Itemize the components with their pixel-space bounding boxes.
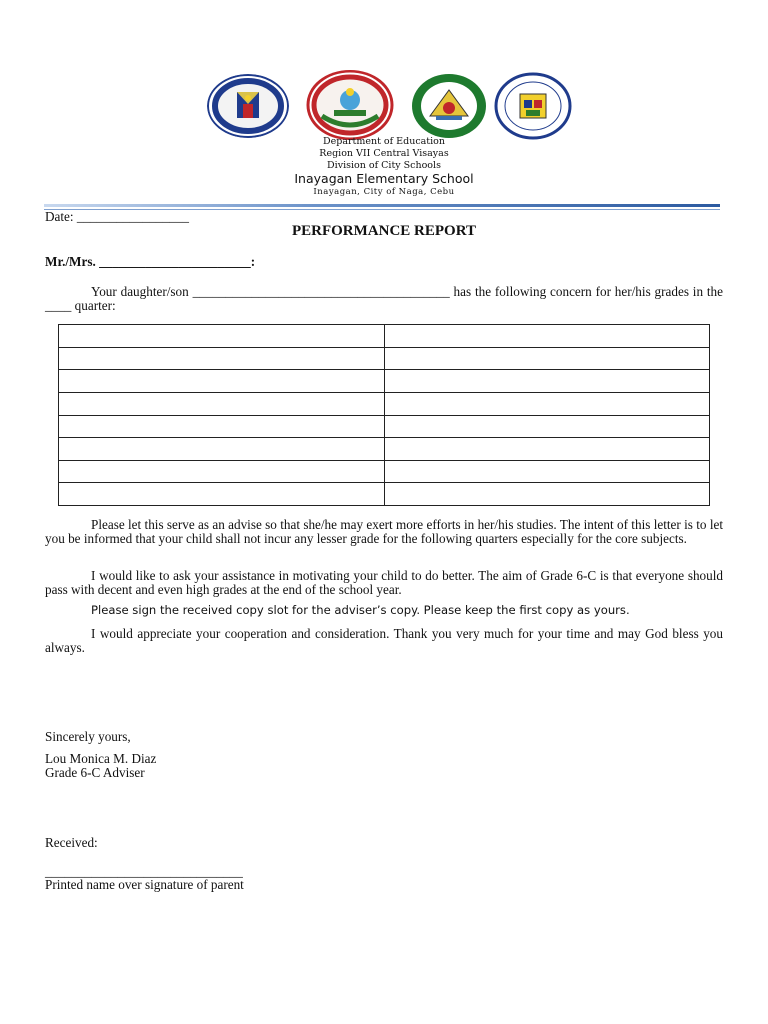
table-cell bbox=[59, 347, 385, 370]
received-label: Received: bbox=[45, 835, 98, 850]
grade-concern-table bbox=[58, 324, 710, 506]
table-row bbox=[59, 347, 710, 370]
table-row bbox=[59, 370, 710, 393]
table-row bbox=[59, 460, 710, 483]
signer-name: Lou Monica M. Diaz bbox=[45, 751, 157, 766]
division-name: Division of City Schools bbox=[327, 160, 441, 171]
paragraph-sign-text: Please sign the received copy slot for the adviser’s copy. Please keep the first copy as yours. bbox=[91, 603, 630, 617]
paragraph-assistance-text: I would like to ask your assistance in motivating your child to do better. The aim of Grade 6-C is that everyone should pass with decent and even high grades at the end of the school year. bbox=[45, 568, 723, 597]
intro-paragraph bbox=[45, 285, 723, 312]
paragraph-appreciation-text: I would appreciate your cooperation and consideration. Thank you very much for your time and may God bless you always. bbox=[45, 626, 723, 655]
table-cell bbox=[59, 460, 385, 483]
table-cell bbox=[59, 483, 385, 506]
table-cell bbox=[384, 460, 710, 483]
page-title: PERFORMANCE REPORT bbox=[291, 223, 477, 239]
deped-region-seal bbox=[306, 70, 394, 140]
paragraph-assistance bbox=[45, 569, 723, 596]
deped-seal bbox=[207, 74, 289, 138]
division-seal bbox=[410, 72, 488, 140]
table-cell bbox=[384, 438, 710, 461]
table-row bbox=[59, 392, 710, 415]
table-row bbox=[59, 415, 710, 438]
paragraph-advise bbox=[45, 518, 723, 545]
school-address: Inayagan, City of Naga, Cebu bbox=[313, 187, 455, 197]
table-cell bbox=[59, 325, 385, 348]
signature-line: ______________________________ bbox=[45, 864, 243, 879]
school-seal bbox=[494, 72, 572, 140]
intro-text: Your daughter/son _______________________________________ has the following concern for her/his grades in the ____ quarter: bbox=[45, 284, 723, 313]
table-cell bbox=[384, 483, 710, 506]
paragraph-advise-text: Please let this serve as an advise so that she/he may exert more efforts in her/his studies. The intent of this letter is to let you be informed that your child shall not incur any lesser grade for the following quarters especially for the core subjects. bbox=[45, 517, 723, 546]
table-cell bbox=[59, 415, 385, 438]
table-cell bbox=[384, 370, 710, 393]
closing: Sincerely yours, bbox=[45, 729, 131, 744]
table-row bbox=[59, 483, 710, 506]
school-name: Inayagan Elementary School bbox=[294, 171, 474, 186]
region-name: Region VII Central Visayas bbox=[319, 148, 449, 159]
table-cell bbox=[384, 392, 710, 415]
paragraph-sign bbox=[45, 604, 723, 618]
paragraph-appreciation bbox=[45, 627, 723, 654]
signature-caption: Printed name over signature of parent bbox=[45, 877, 244, 892]
date-line: Date: _________________ bbox=[45, 209, 189, 224]
table-cell bbox=[384, 325, 710, 348]
table-cell bbox=[59, 370, 385, 393]
salutation: Mr./Mrs. _______________________: bbox=[45, 254, 256, 269]
table-cell bbox=[384, 415, 710, 438]
table-row bbox=[59, 438, 710, 461]
header-rule-blue bbox=[44, 204, 720, 207]
table-cell bbox=[384, 347, 710, 370]
signer-title: Grade 6-C Adviser bbox=[45, 765, 145, 780]
table-cell bbox=[59, 392, 385, 415]
table-row bbox=[59, 325, 710, 348]
department-name: Department of Education bbox=[323, 136, 445, 147]
table-cell bbox=[59, 438, 385, 461]
